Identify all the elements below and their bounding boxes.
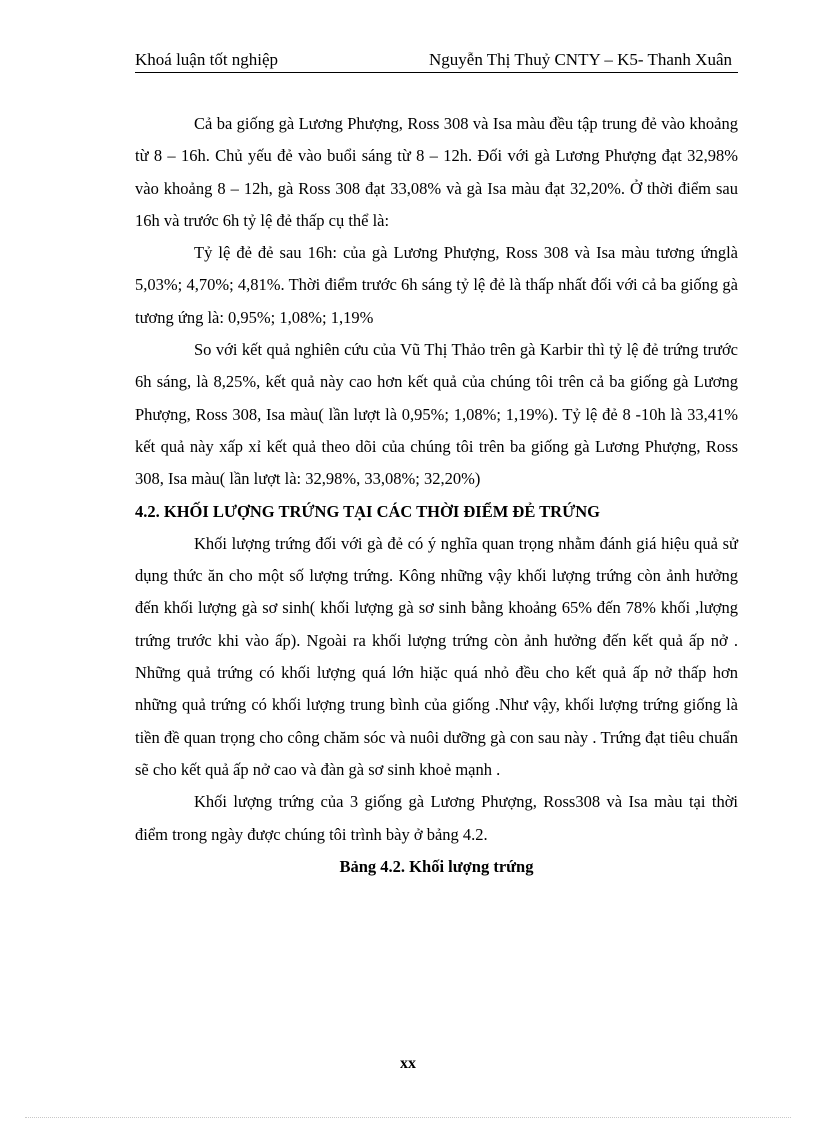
header-author-label: Nguyễn Thị Thuỷ CNTY – K5- Thanh Xuân (429, 50, 732, 69)
paragraph-egg-weight-importance: Khối lượng trứng đối với gà đẻ có ý nghĩa quan trọng nhằm đánh giá hiệu quả sử dụng thức ăn cho một số lượng trứng. Kông những vậy khối lượng trứng còn ảnh hưởng đến khối lượng gà sơ sinh( khối lượng gà sơ sinh bằng khoảng 65% đến 78% khối ,lượng trứng trước khi vào ấp). Ngoài ra khối lượng trứng còn ảnh hưởng đến kết quả ấp nở . Những quả trứng có khối lượng quá lớn hiặc quá nhỏ đều cho kết quả ấp nở thấp hơn những quả trứng có khối lượng trung bình của giống .Như vậy, khối lượng trứng giống là tiền đề quan trọng cho công chăm sóc và nuôi dưỡng gà con sau này . Trứng đạt tiêu chuẩn sẽ cho kết quả ấp nở cao và đàn gà sơ sinh khoẻ mạnh . (135, 533, 738, 779)
body-text (135, 108, 738, 883)
page-header (135, 50, 738, 73)
paragraph-laying-time: Cả ba giống gà Lương Phượng, Ross 308 và Isa màu đều tập trung đẻ vào khoảng từ 8 – 16h. Chủ yếu đẻ vào buổi sáng từ 8 – 12h. Đối với gà Lương Phượng đạt 32,98% vào khoảng 8 – 12h, gà Ross 308 đạt 33,08% và gà Isa màu đạt 32,20%. Ở thời điểm sau 16h và trước 6h tỷ lệ đẻ thấp cụ thể là: (135, 114, 738, 230)
section-heading: 4.2. KHỐI LƯỢNG TRỨNG TẠI CÁC THỜI ĐIỂM ĐẺ TRỨNG (135, 501, 600, 521)
paragraph-comparison-study: So với kết quả nghiên cứu của Vũ Thị Thảo trên gà Karbir thì tỷ lệ đẻ trứng trước 6h sáng, là 8,25%, kết quả này cao hơn kết quả của chúng tôi trên cả ba giống gà Lương Phượng, Ross 308, Isa màu( lần lượt là 0,95%; 1,08%; 1,19%). Tỷ lệ đẻ 8 -10h là 33,41% kết quả này xấp xỉ kết quả theo dõi của chúng tôi trên ba giống gà Lương Phượng, Ross 308, Isa màu( lần lượt là: 32,98%, 33,08%; 32,20%) (135, 340, 738, 489)
header-thesis-label: Khoá luận tốt nghiệp (135, 50, 279, 69)
paragraph-laying-rate-after-16h: Tỷ lệ đẻ đẻ sau 16h: của gà Lương Phượng, Ross 308 và Isa màu tương ứnglà 5,03%; 4,70%; 4,81%. Thời điểm trước 6h sáng tỷ lệ đẻ là thấp nhất đối với cả ba giống gà tương ứng là: 0,95%; 1,08%; 1,19% (135, 243, 738, 327)
table-caption: Bảng 4.2. Khối lượng trứng (339, 856, 534, 876)
page-number: xx (400, 1055, 416, 1072)
page-bottom-divider (25, 1117, 791, 1118)
paragraph-egg-weight-intro: Khối lượng trứng của 3 giống gà Lương Phượng, Ross308 và Isa màu tại thời điểm trong ngày được chúng tôi trình bày ở bảng 4.2. (135, 792, 738, 844)
